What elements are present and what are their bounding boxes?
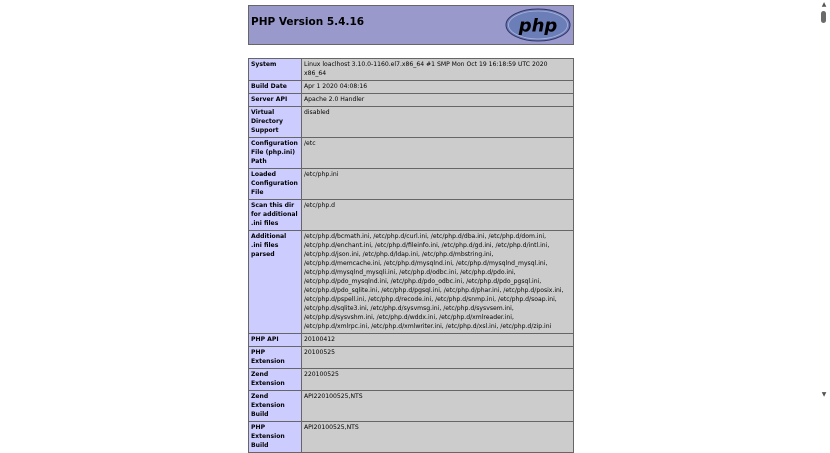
scroll-thumb[interactable] (821, 11, 826, 23)
table-row (249, 422, 574, 453)
row-key: Virtual Directory Support (249, 107, 302, 138)
table-row (249, 391, 574, 422)
vertical-scrollbar[interactable] (818, 0, 830, 401)
row-value: Linux loaclhost 3.10.0-1160.el7.x86_64 #1 SMP Mon Oct 19 16:18:59 UTC 2020 x86_64 (302, 59, 574, 81)
phpinfo-page (248, 5, 574, 453)
table-row (249, 59, 574, 81)
table-row (249, 169, 574, 200)
table-row (249, 334, 574, 347)
row-value: /etc/php.d (302, 200, 574, 231)
table-row (249, 231, 574, 334)
row-key: Build Date (249, 81, 302, 94)
row-value: Apr 1 2020 04:08:16 (302, 81, 574, 94)
row-value: API20100525,NTS (302, 422, 574, 453)
phpinfo-table (248, 58, 574, 453)
table-row (249, 94, 574, 107)
table-row (249, 107, 574, 138)
php-logo-icon (505, 8, 571, 42)
row-key: Server API (249, 94, 302, 107)
row-key: Loaded Configuration File (249, 169, 302, 200)
row-value: 20100525 (302, 347, 574, 369)
row-key: Additional .ini files parsed (249, 231, 302, 334)
table-row (249, 369, 574, 391)
row-value: API220100525,NTS (302, 391, 574, 422)
row-key: Scan this dir for additional .ini files (249, 200, 302, 231)
row-value: 20100412 (302, 334, 574, 347)
row-key: PHP API (249, 334, 302, 347)
row-value: /etc/php.ini (302, 169, 574, 200)
table-row (249, 200, 574, 231)
php-logo-text: php (518, 15, 558, 37)
row-value: 220100525 (302, 369, 574, 391)
row-value: disabled (302, 107, 574, 138)
table-row (249, 138, 574, 169)
row-key: System (249, 59, 302, 81)
phpinfo-header (248, 5, 574, 45)
row-value: /etc/php.d/bcmath.ini, /etc/php.d/curl.ini, /etc/php.d/dba.ini, /etc/php.d/dom.ini, /etc/php.d/enchant.ini, /etc/php.d/fileinfo.ini, /etc/php.d/gd.ini, /etc/php.d/intl.ini, /etc/php.d/json.ini, /etc/php.d/ldap.ini, /etc/php.d/mbstring.ini, /etc/php.d/memcache.ini, /etc/php.d/mysqlnd.ini, /etc/php.d/mysqlnd_mysql.ini, /etc/php.d/mysqlnd_mysqli.ini, /etc/php.d/odbc.ini, /etc/php.d/pdo.ini, /etc/php.d/pdo_mysqlnd.ini, /etc/php.d/pdo_odbc.ini, /etc/php.d/pdo_pgsql.ini, /etc/php.d/pdo_sqlite.ini, /etc/php.d/pgsql.ini, /etc/php.d/phar.ini, /etc/php.d/posix.ini, /etc/php.d/pspell.ini, /etc/php.d/recode.ini, /etc/php.d/snmp.ini, /etc/php.d/soap.ini, /etc/php.d/sqlite3.ini, /etc/php.d/sysvmsg.ini, /etc/php.d/sysvsem.ini, /etc/php.d/sysvshm.ini, /etc/php.d/wddx.ini, /etc/php.d/xmlreader.ini, /etc/php.d/xmlrpc.ini, /etc/php.d/xmlwriter.ini, /etc/php.d/xsl.ini, /etc/php.d/zip.ini (302, 231, 574, 334)
row-key: Configuration File (php.ini) Path (249, 138, 302, 169)
row-value: Apache 2.0 Handler (302, 94, 574, 107)
row-key: PHP Extension (249, 347, 302, 369)
row-key: PHP Extension Build (249, 422, 302, 453)
table-row (249, 347, 574, 369)
row-value: /etc (302, 138, 574, 169)
scroll-up-arrow-icon[interactable]: ▲ (821, 1, 827, 8)
page-title: PHP Version 5.4.16 (251, 16, 365, 28)
table-row (249, 81, 574, 94)
row-key: Zend Extension Build (249, 391, 302, 422)
scroll-down-arrow-icon[interactable]: ▼ (821, 391, 827, 398)
row-key: Zend Extension (249, 369, 302, 391)
